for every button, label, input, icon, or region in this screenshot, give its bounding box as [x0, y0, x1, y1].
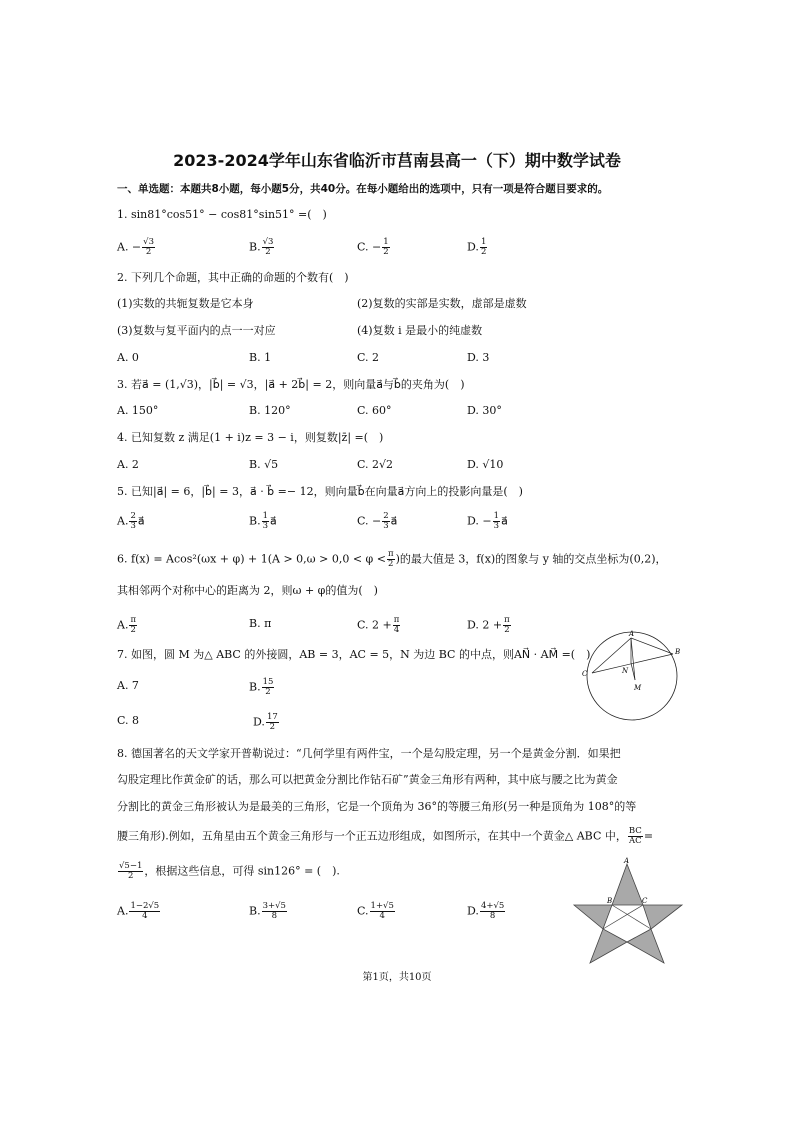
- question-3-stem: 3. 若a⃗ = (1,√3)，|b⃗| = √3，|a⃗ + 2b⃗| = 2，则向量a⃗与b⃗的夹角为( ): [117, 378, 465, 391]
- fig7-label-m: M: [634, 684, 642, 692]
- q8-option-d: D. $\frac{4+√5}{8}$: [467, 901, 505, 921]
- q6-option-a: A. $\frac{\pi}{2}$: [117, 615, 137, 635]
- question-6-stem-2: 其相邻两个对称中心的距离为 2，则ω + φ的值为( ): [117, 584, 378, 597]
- fig8-label-b: B: [607, 897, 613, 905]
- question-8-line-4: 腰三角形).例如，五角星由五个黄金三角形与一个正五边形组成，如图所示，在其中一个黄金△ ABC 中， $\frac{BC}{AC}$ =: [117, 826, 654, 846]
- q4-option-d: D. √10: [467, 458, 504, 471]
- q2-option-c: C. 2: [357, 351, 380, 364]
- q2-statement-1: (1)实数的共轭复数是它本身: [117, 297, 254, 310]
- fig8-label-a: A: [624, 857, 630, 865]
- q1-option-c: C. − $\frac{1}{2}$: [357, 237, 389, 257]
- q6-option-b: B. π: [249, 617, 272, 630]
- q2-statement-2: (2)复数的实部是实数，虚部是虚数: [357, 297, 527, 310]
- page-footer: 第1页，共10页: [362, 972, 432, 983]
- q5-option-b: B. $\frac{1}{3}$ a⃗: [249, 511, 277, 531]
- q5-option-a: A. $\frac{2}{3}$ a⃗: [117, 511, 145, 531]
- q2-statement-4: (4)复数 i 是最小的纯虚数: [357, 324, 483, 337]
- fig7-label-n: N: [622, 667, 629, 675]
- q5-option-d: D. − $\frac{1}{3}$ a⃗: [467, 511, 508, 531]
- q1-option-d: D. $\frac{1}{2}$: [467, 237, 487, 257]
- q1-option-a: A. − $\frac{√3}{2}$: [117, 237, 154, 257]
- question-4-stem: 4. 已知复数 z 满足(1 + i)z = 3 − i，则复数|z̄| =( ): [117, 431, 384, 444]
- question-8-line-3: 分割比的黄金三角形被认为是最美的三角形，它是一个顶角为 36°的等腰三角形(另一种是顶角为 108°的等: [117, 800, 637, 813]
- q4-option-b: B. √5: [249, 458, 279, 471]
- q3-option-b: B. 120°: [249, 404, 291, 417]
- circumcircle-figure: [578, 628, 688, 724]
- q1-option-b: B. $\frac{√3}{2}$: [249, 237, 274, 257]
- q8-option-a: A. $\frac{1-2√5}{4}$: [117, 901, 160, 921]
- q7-option-d: D. $\frac{17}{2}$: [253, 712, 278, 732]
- q6-option-d: D. 2 + $\frac{\pi}{2}$: [467, 615, 510, 635]
- question-6-stem: 6. f(x) = Acos²(ωx + φ) + 1(A > 0,ω > 0,0 < φ < $\frac{\pi}{2}$ )的最大值是 3，f(x)的图象与 y 轴的交点坐标为(0,2)，: [117, 549, 667, 569]
- fig7-label-b: B: [675, 648, 681, 656]
- q7-option-c: C. 8: [117, 714, 140, 727]
- q4-option-c: C. 2√2: [357, 458, 394, 471]
- fig7-label-c: C: [582, 670, 588, 678]
- fig7-label-a: A: [629, 630, 635, 638]
- q4-option-a: A. 2: [117, 458, 139, 471]
- question-2-stem: 2. 下列几个命题，其中正确的命题的个数有( ): [117, 271, 349, 284]
- q7-option-b: B. $\frac{15}{2}$: [249, 677, 274, 697]
- section-heading: 一、单选题：本题共8小题，每小题5分，共40分。在每小题给出的选项中，只有一项是符合题目要求的。: [117, 183, 609, 195]
- page-title: 2023-2024学年山东省临沂市莒南县高一（下）期中数学试卷: [173, 151, 621, 170]
- q8-option-b: B. $\frac{3+√5}{8}$: [249, 901, 286, 921]
- question-5-stem: 5. 已知|a⃗| = 6，|b⃗| = 3，a⃗ · b⃗ =− 12，则向量b⃗在向量a⃗方向上的投影向量是( ): [117, 485, 523, 498]
- question-1-stem: 1. sin81°cos51° − cos81°sin51° =( ): [117, 208, 327, 221]
- q5-option-c: C. − $\frac{2}{3}$ a⃗: [357, 511, 398, 531]
- q2-option-a: A. 0: [117, 351, 139, 364]
- q8-option-c: C. $\frac{1+√5}{4}$: [357, 901, 394, 921]
- q3-option-c: C. 60°: [357, 404, 392, 417]
- q2-option-b: B. 1: [249, 351, 272, 364]
- q2-statement-3: (3)复数与复平面内的点一一对应: [117, 324, 276, 337]
- q2-option-d: D. 3: [467, 351, 490, 364]
- question-8-line-5: $\frac{√5-1}{2}$ ，根据这些信息，可得 sin126° = ( ).: [119, 861, 340, 881]
- question-8-line-1: 8. 德国著名的天文学家开普勒说过：“几何学里有两件宝，一个是勾股定理，另一个是黄金分割．如果把: [117, 747, 621, 760]
- q6-option-c: C. 2 + $\frac{\pi}{4}$: [357, 615, 400, 635]
- q3-option-d: D. 30°: [467, 404, 502, 417]
- fig8-label-c: C: [642, 897, 648, 905]
- question-7-stem: 7. 如图，圆 M 为△ ABC 的外接圆，AB = 3，AC = 5，N 为边 BC 的中点，则AN⃗ · AM⃗ =( ): [117, 648, 591, 661]
- q3-option-a: A. 150°: [117, 404, 159, 417]
- q7-option-a: A. 7: [117, 679, 139, 692]
- question-8-line-2: 勾股定理比作黄金矿的话，那么可以把黄金分割比作钻石矿”黄金三角形有两种，其中底与腰之比为黄金: [117, 773, 618, 786]
- pentagram-figure: [572, 856, 686, 966]
